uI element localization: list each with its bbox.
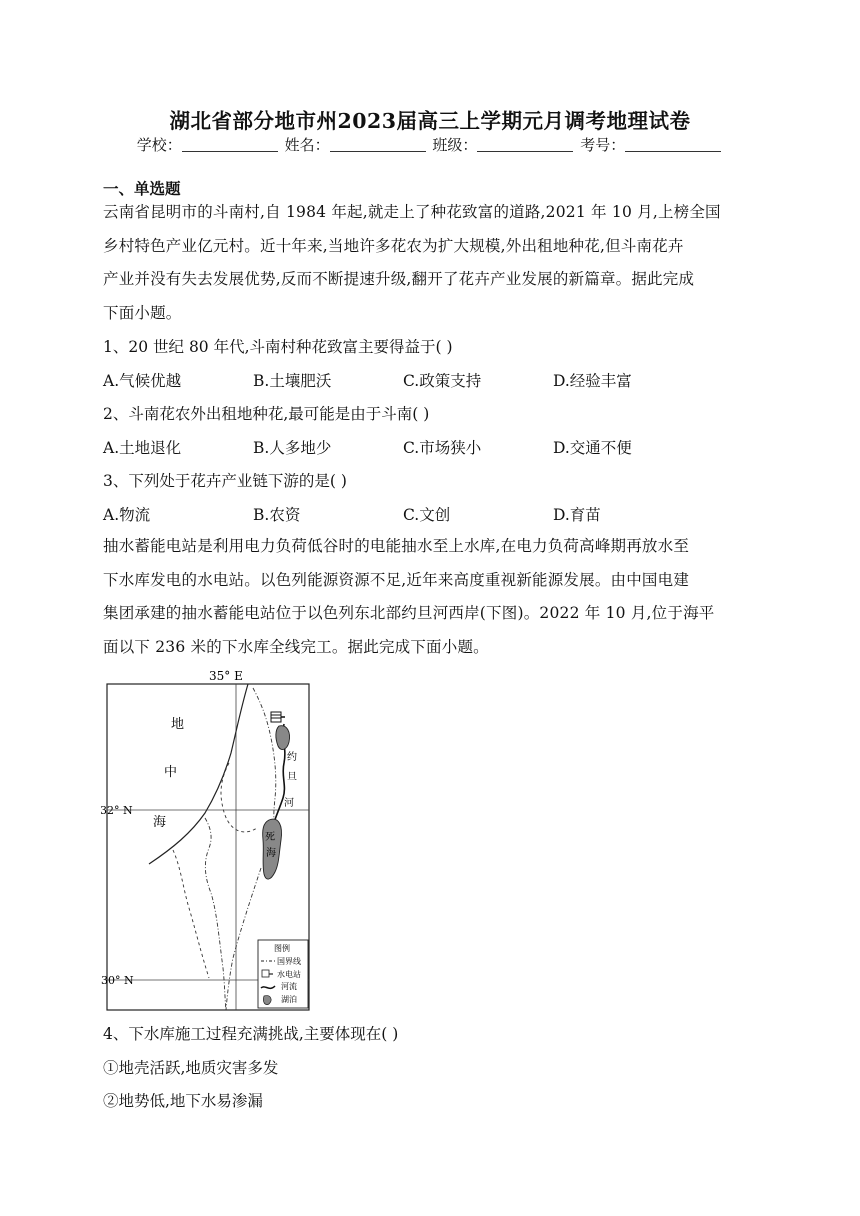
section-heading: 一、单选题 <box>103 180 181 198</box>
legend-border: 国界线 <box>277 957 301 966</box>
option-a[interactable]: A.物流 <box>103 506 151 524</box>
option-c[interactable]: C.政策支持 <box>403 372 482 390</box>
river-char: 河 <box>284 798 294 809</box>
question-4-item-1: ①地壳活跃,地质灾害多发 <box>103 1059 279 1077</box>
sea-char: 中 <box>164 765 178 780</box>
legend-title: 图例 <box>274 944 290 953</box>
class-blank[interactable] <box>477 137 573 152</box>
option-a[interactable]: A.土地退化 <box>103 439 182 457</box>
option-b[interactable]: B.土壤肥沃 <box>253 372 332 390</box>
question-3-stem: 3、下列处于花卉产业链下游的是( ) <box>103 472 347 490</box>
option-d[interactable]: D.交通不便 <box>553 439 632 457</box>
option-b[interactable]: B.人多地少 <box>253 439 332 457</box>
name-blank[interactable] <box>330 137 426 152</box>
option-d[interactable]: D.育苗 <box>553 506 601 524</box>
number-blank[interactable] <box>625 137 721 152</box>
option-c[interactable]: C.文创 <box>403 506 451 524</box>
student-info-line <box>0 134 860 155</box>
option-c[interactable]: C.市场狭小 <box>403 439 482 457</box>
passage-line: 云南省昆明市的斗南村,自 1984 年起,就走上了种花致富的道路,2021 年 10 月,上榜全国 <box>103 203 721 221</box>
border-line <box>173 850 209 978</box>
question-1-options <box>103 369 753 391</box>
passage-line: 下水库发电的水电站。以色列能源资源不足,近年来高度重视新能源发展。由中国电建 <box>103 570 690 589</box>
hydro-station-icon <box>271 712 285 722</box>
legend-station: 水电站 <box>277 970 301 979</box>
option-a[interactable]: A.气候优越 <box>103 372 182 390</box>
passage-line: 下面小题。 <box>103 303 182 322</box>
class-label: 班级： <box>432 136 478 154</box>
passage-line: 抽水蓄能电站是利用电力负荷低谷时的电能抽水至上水库,在电力负荷高峰期再放水至 <box>103 537 690 555</box>
passage-line: 乡村特色产业亿元村。近十年来,当地许多花农为扩大规模,外出租地种花,但斗南花卉 <box>103 236 684 255</box>
deadsea-char: 死 <box>265 832 275 843</box>
question-1-stem: 1、20 世纪 80 年代,斗南村种花致富主要得益于( ) <box>103 338 453 356</box>
question-4-item-2: ②地势低,地下水易渗漏 <box>103 1092 263 1110</box>
sea-char: 海 <box>153 815 167 830</box>
name-label: 姓名： <box>284 136 330 154</box>
question-4-stem: 4、下水库施工过程充满挑战,主要体现在( ) <box>103 1025 399 1043</box>
passage-2 <box>103 530 753 664</box>
school-blank[interactable] <box>182 137 278 152</box>
passage-line: 产业并没有失去发展优势,反而不断提速升级,翻开了花卉产业发展的新篇章。据此完成 <box>103 270 695 288</box>
number-label: 考号： <box>580 136 626 154</box>
sea-of-galilee <box>276 726 290 750</box>
option-d[interactable]: D.经验丰富 <box>553 372 632 390</box>
border-line <box>221 763 257 832</box>
river-char: 旦 <box>287 772 297 783</box>
border-line <box>205 818 226 1010</box>
question-3-options <box>103 503 753 525</box>
deadsea-char: 海 <box>266 848 276 859</box>
question-2-stem: 2、斗南花农外出租地种花,最可能是由于斗南( ) <box>103 405 430 423</box>
lat-32-label: 32° N <box>101 804 133 817</box>
passage-line: 面以下 236 米的下水库全线完工。据此完成下面小题。 <box>103 637 489 656</box>
border-line <box>226 868 261 1010</box>
option-b[interactable]: B.农资 <box>253 506 301 524</box>
legend-river: 河流 <box>281 982 297 991</box>
israel-map <box>101 668 316 1012</box>
map-legend <box>258 940 308 1008</box>
lat-30-label: 30° N <box>101 974 134 987</box>
legend-lake: 湖泊 <box>281 995 297 1004</box>
lon-label: 35° E <box>209 669 243 683</box>
river-char: 约 <box>287 752 297 763</box>
question-2-options <box>103 436 753 458</box>
passage-1 <box>103 196 753 330</box>
school-label: 学校： <box>136 136 182 154</box>
sea-char: 地 <box>171 717 185 732</box>
exam-title: 湖北省部分地市州2023届高三上学期元月调考地理试卷 <box>169 109 691 133</box>
passage-line: 集团承建的抽水蓄能电站位于以色列东北部约旦河西岸(下图)。2022 年 10 月,位于海平 <box>103 604 715 622</box>
border-line <box>253 688 276 828</box>
